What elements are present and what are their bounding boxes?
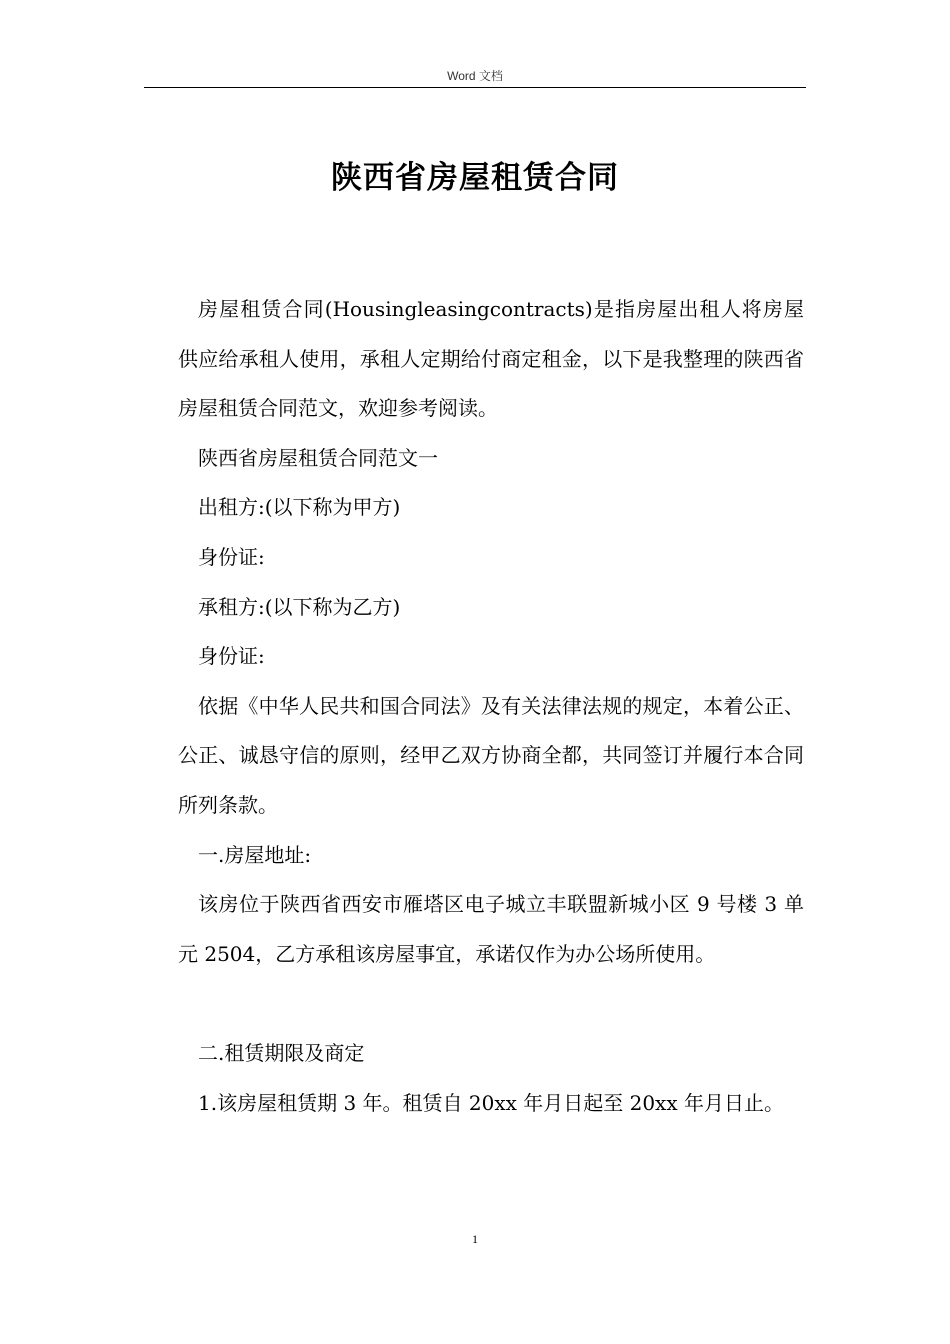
paragraph-section-term: 二.租赁期限及商定 (198, 1040, 365, 1065)
paragraph-term-detail: 1.该房屋租赁期 3 年。租赁自 20xx 年月日起至 20xx 年月日止。 (198, 1090, 784, 1115)
paragraph-lessor: 出租方:(以下称为甲方) (198, 495, 401, 520)
document-title: 陕西省房屋租赁合同 (331, 160, 619, 196)
page-header: Word 文档 (447, 69, 503, 83)
blank-line (178, 979, 804, 1029)
header-rule (144, 87, 806, 88)
paragraph-lessee-id: 身份证: (198, 644, 265, 669)
page-number: 1 (472, 1232, 478, 1246)
paragraph-lessee: 承租方:(以下称为乙方) (198, 594, 401, 619)
paragraph-intro: 房屋租赁合同(Housingleasingcontracts)是指房屋出租人将房屋供应给承租人使用，承租人定期给付商定租金，以下是我整理的陕西省房屋租赁合同范文，欢迎参考阅读。 (178, 297, 804, 421)
paragraph-sample-heading: 陕西省房屋租赁合同范文一 (198, 445, 438, 470)
paragraph-section-address: 一.房屋地址: (198, 842, 312, 867)
paragraph-lessor-id: 身份证: (198, 544, 265, 569)
paragraph-address-detail: 该房位于陕西省西安市雁塔区电子城立丰联盟新城小区 9 号楼 3 单元 2504，乙方承租该房屋事宜，承诺仅作为办公场所使用。 (178, 892, 804, 966)
document-body (178, 285, 804, 1128)
paragraph-legal-basis: 依据《中华人民共和国合同法》及有关法律法规的规定，本着公正、公正、诚恳守信的原则，经甲乙双方协商全都，共同签订并履行本合同所列条款。 (178, 693, 804, 817)
